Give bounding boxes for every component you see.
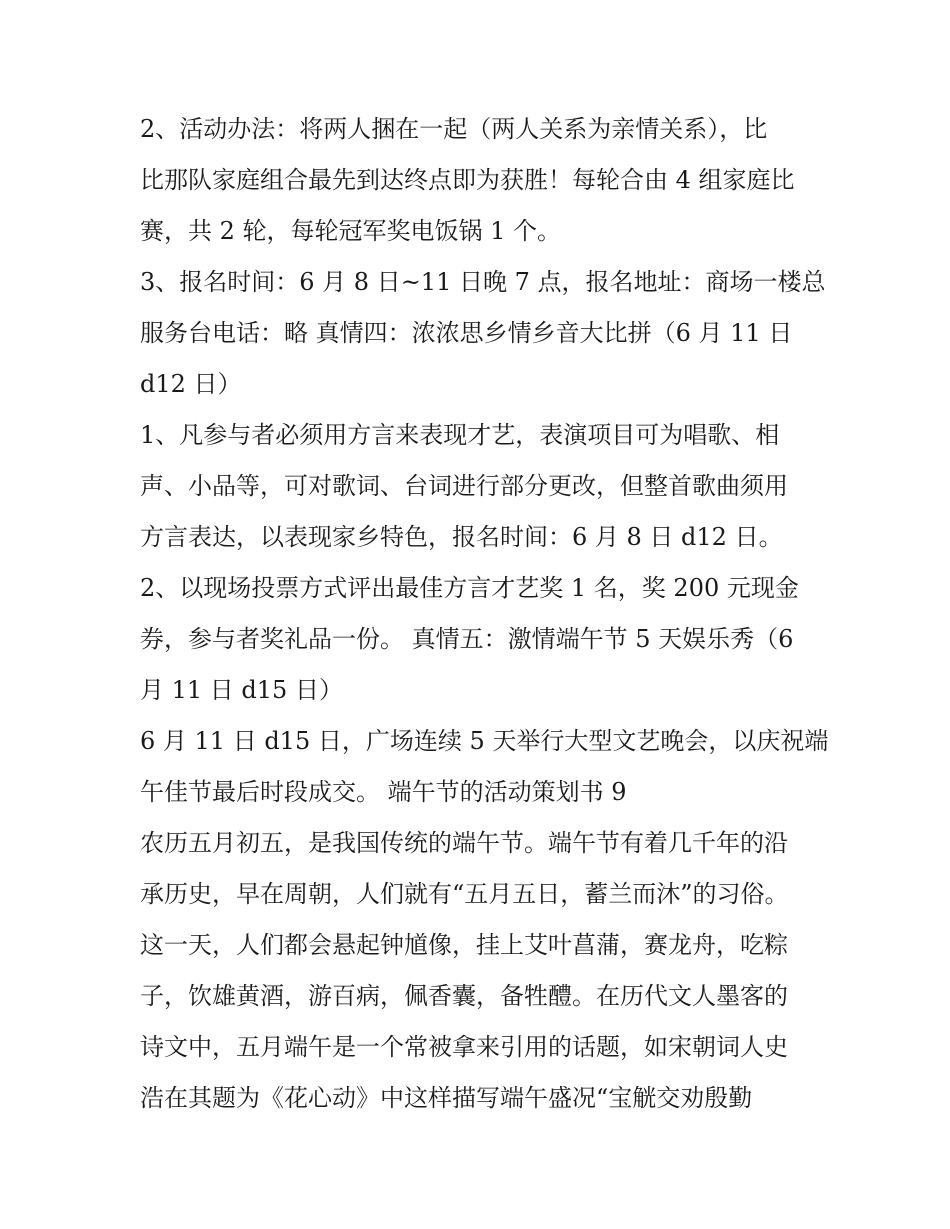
text-line: 声、小品等，可对歌词、台词进行部分更改，但整首歌曲须用 (140, 472, 788, 500)
text-line: 券，参与者奖礼品一份。 真情五：激情端午节 5 天娱乐秀（6 (140, 625, 794, 653)
text-line: 1、凡参与者必须用方言来表现才艺，表演项目可为唱歌、相 (140, 421, 780, 449)
text-line: 午佳节最后时段成交。 端午节的活动策划书 9 (140, 778, 627, 806)
text-line: 农历五月初五，是我国传统的端午节。端午节有着几千年的沿 (140, 829, 788, 857)
text-line: 2、活动办法：将两人捆在一起（两人关系为亲情关系），比 (140, 115, 768, 143)
text-line: d12 日） (140, 370, 242, 398)
text-line: 诗文中，五月端午是一个常被拿来引用的话题，如宋朝词人史 (140, 1033, 788, 1061)
text-line: 方言表达，以表现家乡特色，报名时间：6 月 8 日 d12 日。 (140, 523, 783, 551)
text-line: 这一天，人们都会悬起钟馗像，挂上艾叶菖蒲，赛龙舟，吃粽 (140, 931, 788, 959)
document-body (140, 104, 829, 1124)
text-line: 承历史，早在周朝，人们就有“五月五日，蓄兰而沐”的习俗。 (140, 880, 789, 908)
text-line: 月 11 日 d15 日） (140, 676, 343, 704)
text-line: 6 月 11 日 d15 日，广场连续 5 天举行大型文艺晚会，以庆祝端 (140, 727, 829, 755)
text-line: 2、以现场投票方式评出最佳方言才艺奖 1 名，奖 200 元现金 (140, 574, 799, 602)
text-line: 子，饮雄黄酒，游百病，佩香囊，备牲醴。在历代文人墨客的 (140, 982, 788, 1010)
text-line: 服务台电话：略 真情四：浓浓思乡情乡音大比拼（6 月 11 日 (140, 319, 793, 347)
text-line: 比那队家庭组合最先到达终点即为获胜！每轮合由 4 组家庭比 (140, 166, 795, 194)
text-line: 浩在其题为《花心动》中这样描写端午盛况“宝觥交劝殷勤 (140, 1084, 753, 1112)
text-line: 赛，共 2 轮，每轮冠军奖电饭锅 1 个。 (140, 217, 562, 245)
text-line: 3、报名时间：6 月 8 日~11 日晚 7 点，报名地址：商场一楼总 (140, 268, 826, 296)
